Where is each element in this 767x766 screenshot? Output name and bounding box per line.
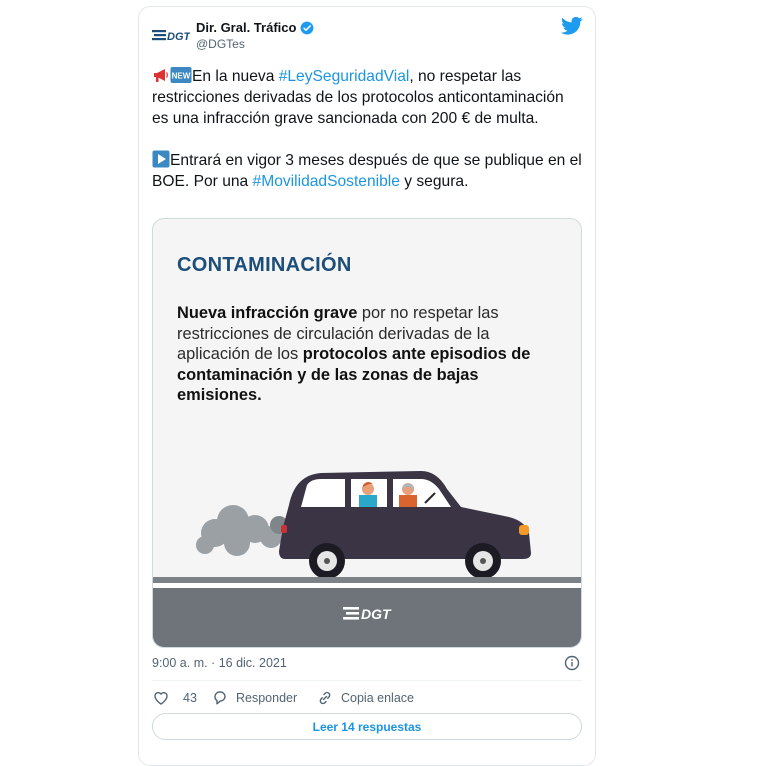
reply-label: Responder [236,691,298,705]
tweet-text [152,66,582,192]
dgt-logo-icon[interactable] [152,26,190,44]
megaphone-icon [152,66,170,84]
media-title: CONTAMINACIÓN [177,254,352,276]
exhaust-smoke [196,505,288,556]
author-handle[interactable]: @DGTes [196,37,245,51]
tweet-paragraph-2 [152,150,582,192]
heart-icon [153,690,169,706]
copy-link-label: Copia enlace [341,691,414,705]
reply-bubble-icon [212,690,228,706]
author-name[interactable] [196,20,314,35]
play-button-icon [152,150,170,168]
tweet-paragraph-1 [152,66,582,129]
read-replies-label: Leer 14 respuestas [312,719,422,734]
svg-text:DGT: DGT [167,31,190,43]
reply-button[interactable] [212,690,297,706]
media-body-text [177,303,557,406]
dgt-footer-logo-icon [343,602,395,624]
media-body-bold-2: protocolos ante episodios de contaminación y de las zonas de bajas emisiones. [177,345,531,404]
twitter-bird-icon[interactable] [561,16,583,36]
tweet-p1-before: En la nueva [192,68,279,85]
car-illustration [193,467,533,579]
new-badge-text: NEW [171,71,191,81]
copy-link-button[interactable] [317,690,414,706]
verified-badge-icon [300,21,314,35]
link-icon [317,690,333,706]
car-rear-wheel [309,543,345,579]
author-name-text[interactable]: Dir. Gral. Tráfico [196,20,297,35]
hashtag-movilidad-sostenible[interactable]: #MovilidadSostenible [252,173,400,190]
like-button[interactable] [153,690,197,706]
info-icon[interactable] [564,655,580,671]
tweet-p2-before: Entrará en vigor 3 meses después de que se publique en el BOE. Por una [152,152,582,190]
media-body-bold-1: Nueva infracción grave [177,304,358,322]
new-badge-icon [170,66,192,84]
read-replies-button[interactable] [152,713,582,740]
like-count: 43 [183,691,197,705]
tweet-p2-after: y segura. [399,173,469,190]
car-front-wheel [465,543,501,579]
footer-divider [152,680,582,681]
dgt-footer-logo-text: DGT [361,606,391,622]
tweet-timestamp[interactable]: 9:00 a. m. · 16 dic. 2021 [152,656,287,670]
tweet-p1-after: , no respetar las restricciones derivadas de los protocolos anticontaminación es una infracción grave sancionada con 200 € de multa. [152,68,564,127]
tweet-media-image[interactable] [152,218,582,648]
media-body-text-1: por no respetar las restricciones de circulación derivadas de la aplicación de los [177,304,499,363]
hashtag-ley-seguridad-vial[interactable]: #LeySeguridadVial [278,68,410,85]
